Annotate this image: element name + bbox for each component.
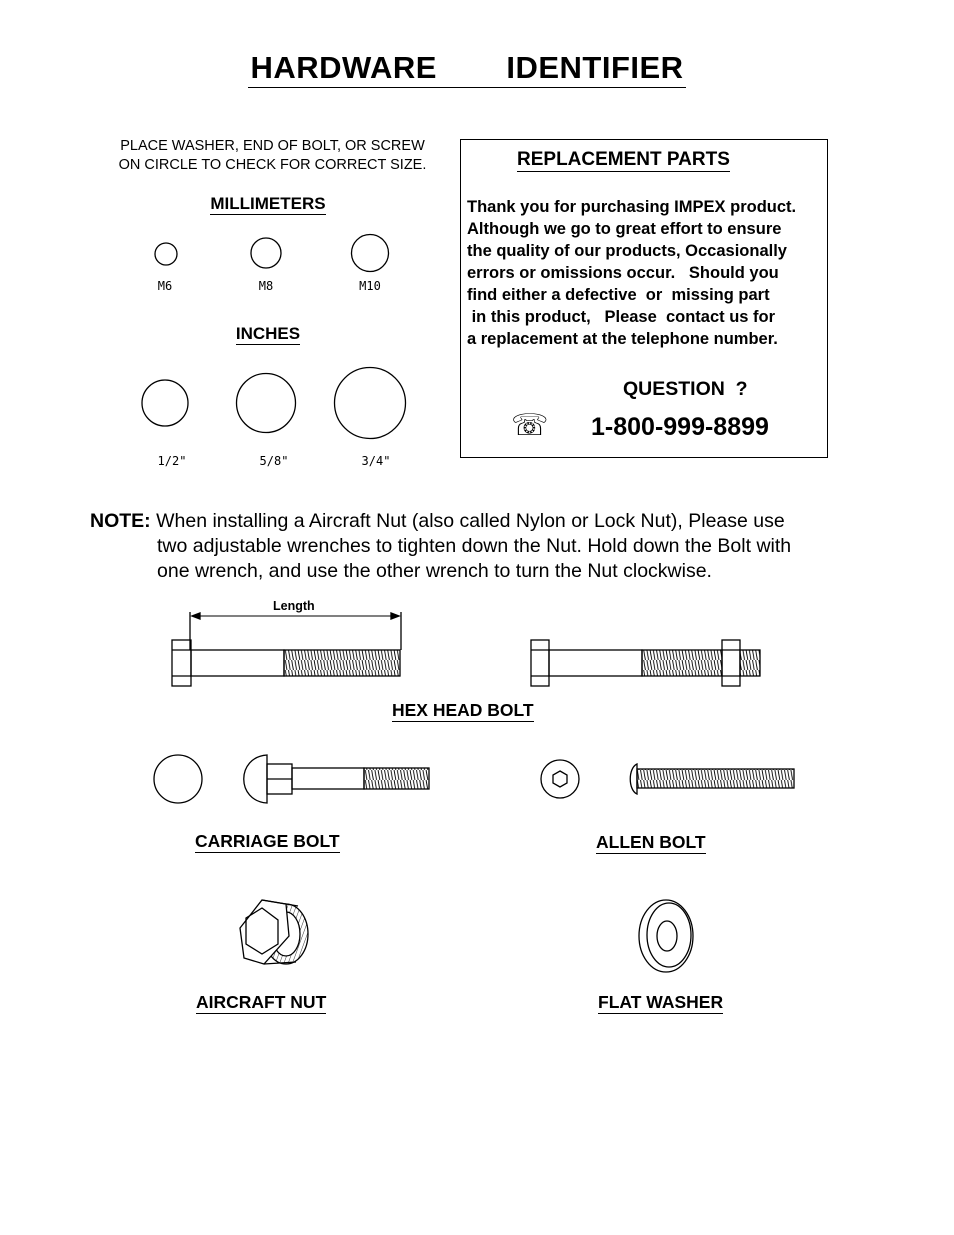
- size-label-m6: M6: [157, 279, 173, 293]
- allen-bolt-drawing: [541, 760, 794, 798]
- instruction-line: PLACE WASHER, END OF BOLT, OR SCREW: [120, 138, 425, 154]
- flat-washer-drawing: [639, 900, 693, 972]
- telephone-icon: ☏: [511, 409, 549, 442]
- note-line-3: one wrench, and use the other wrench to turn the Nut clockwise.: [157, 560, 712, 582]
- size-label-three-quarters-inch: 3/4": [361, 454, 391, 468]
- allen-bolt-label: ALLEN BOLT: [596, 832, 706, 852]
- message-line: errors or omissions occur. Should you: [467, 264, 779, 282]
- size-label-m10: M10: [359, 279, 381, 293]
- page-title: HARDWARE IDENTIFIER: [0, 50, 934, 88]
- note-lead: NOTE:: [90, 510, 151, 532]
- question-label: QUESTION ?: [623, 378, 748, 400]
- message-line: Although we go to great effort to ensure: [467, 220, 782, 238]
- carriage-bolt-label: CARRIAGE BOLT: [195, 831, 340, 851]
- size-label-half-inch: 1/2": [157, 454, 187, 468]
- size-label-five-eighths-inch: 5/8": [259, 454, 289, 468]
- message-line: in this product, Please contact us for: [467, 308, 776, 326]
- flat-washer-label: FLAT WASHER: [598, 992, 724, 1012]
- phone-number[interactable]: 1-800-999-8899: [591, 413, 769, 441]
- message-line: the quality of our products, Occasionally: [467, 242, 787, 260]
- hex-head-bolt-label: HEX HEAD BOLT: [392, 700, 534, 720]
- note-line-2: two adjustable wrenches to tighten down the Nut. Hold down the Bolt with: [157, 535, 792, 557]
- message-line: find either a defective or missing part: [467, 286, 770, 304]
- hex-head-bolt-with-nut-drawing: [531, 640, 760, 686]
- aircraft-nut-label: AIRCRAFT NUT: [196, 992, 327, 1012]
- length-label: Length: [273, 599, 315, 613]
- aircraft-nut-drawing: [240, 900, 308, 964]
- hex-head-bolt-drawing: [172, 612, 401, 686]
- inches-heading: INCHES: [235, 324, 301, 343]
- millimeters-heading: MILLIMETERS: [210, 194, 326, 213]
- replacement-parts-heading: REPLACEMENT PARTS: [517, 149, 730, 170]
- message-line: a replacement at the telephone number.: [467, 330, 778, 348]
- carriage-bolt-drawing: [154, 755, 429, 803]
- instruction-line: ON CIRCLE TO CHECK FOR CORRECT SIZE.: [118, 157, 427, 173]
- size-label-m8: M8: [258, 279, 274, 293]
- note-line-1: When installing a Aircraft Nut (also called Nylon or Lock Nut), Please use: [156, 510, 785, 532]
- message-line: Thank you for purchasing IMPEX product.: [467, 198, 797, 216]
